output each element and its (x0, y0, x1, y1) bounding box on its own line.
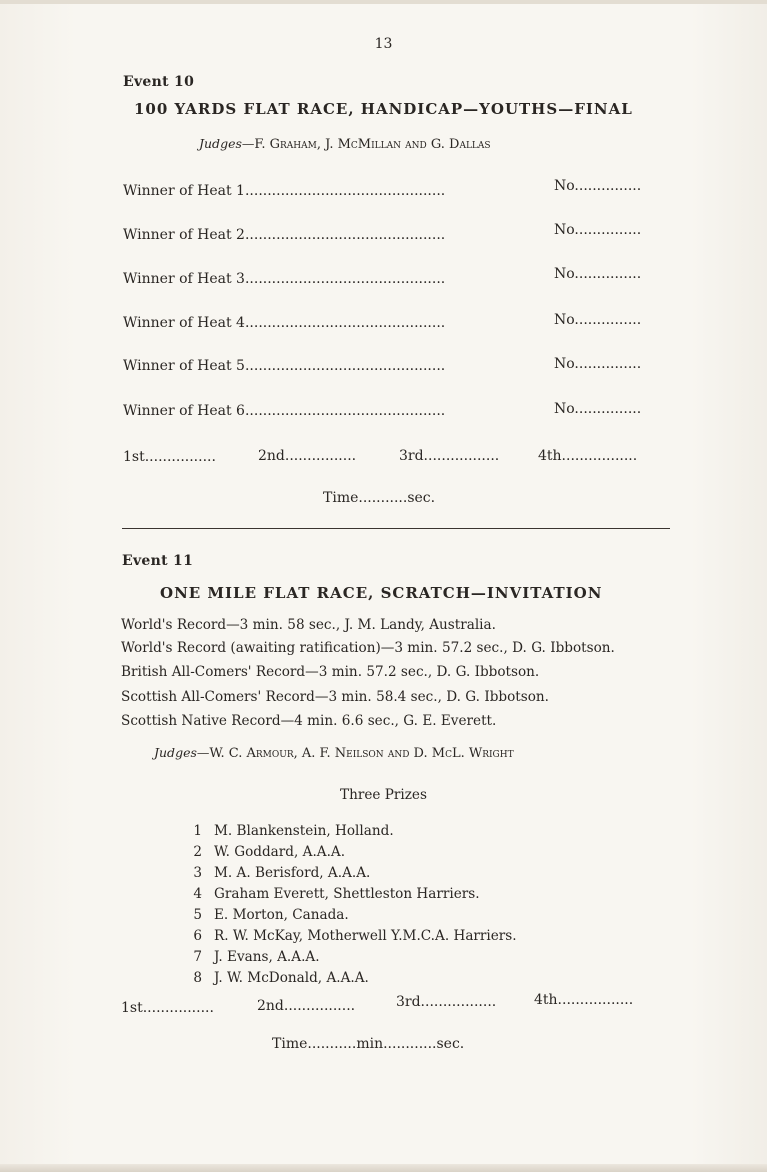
entrant-number: 7 (193, 949, 202, 965)
event11-judges-names: W. C. Armour, A. F. Neilson and D. McL. Wright (209, 746, 514, 761)
section-divider (122, 528, 670, 529)
event10-place-3rd: 3rd................. (399, 448, 500, 464)
event10-heat-6-no: No............... (554, 401, 642, 417)
event11-place-4th: 4th................. (534, 992, 634, 1008)
event10-heat-6: Winner of Heat 6............................................. (123, 403, 446, 419)
page-edge-top (0, 0, 767, 4)
page-edge-bottom (0, 1164, 767, 1172)
event11-judges (154, 745, 514, 761)
event10-heat-3: Winner of Heat 3............................................. (123, 271, 446, 287)
event10-judges (199, 136, 491, 152)
event10-place-1st: 1st................ (123, 449, 216, 465)
record-world-awaiting: World's Record (awaiting ratification)—3 min. 57.2 sec., D. G. Ibbotson. (121, 640, 615, 656)
event10-heat-4: Winner of Heat 4............................................. (123, 315, 446, 331)
list-item (188, 820, 517, 841)
list-item (188, 862, 517, 883)
event10-heat-2: Winner of Heat 2............................................. (123, 227, 446, 243)
list-item (188, 841, 517, 862)
event11-label: Event 11 (122, 553, 194, 569)
list-item (188, 946, 517, 967)
event11-time: Time...........min............sec. (272, 1036, 465, 1052)
list-item (188, 925, 517, 946)
event10-heat-5-no: No............... (554, 356, 642, 372)
record-scottish-all-comers: Scottish All-Comers' Record—3 min. 58.4 sec., D. G. Ibbotson. (121, 689, 549, 705)
entrant-number: 6 (193, 928, 202, 944)
entrant-number: 3 (193, 865, 202, 881)
entrant-name: W. Goddard, A.A.A. (214, 844, 346, 860)
event10-heat-5: Winner of Heat 5............................................. (123, 358, 446, 374)
event11-judges-label: Judges— (154, 745, 210, 760)
event10-time: Time...........sec. (323, 490, 436, 506)
event11-place-1st: 1st................ (121, 1000, 214, 1016)
event10-heat-3-no: No............... (554, 266, 642, 282)
event10-heat-1-no: No............... (554, 178, 642, 194)
page-number: 13 (374, 36, 393, 52)
event11-title: ONE MILE FLAT RACE, SCRATCH—INVITATION (160, 584, 603, 602)
entrant-name: Graham Everett, Shettleston Harriers. (214, 886, 480, 902)
event10-place-2nd: 2nd................ (258, 448, 357, 464)
entrant-name: E. Morton, Canada. (214, 907, 349, 923)
event11-prizes: Three Prizes (340, 787, 427, 803)
event11-place-3rd: 3rd................. (396, 994, 497, 1010)
record-british-all-comers: British All-Comers' Record—3 min. 57.2 sec., D. G. Ibbotson. (121, 664, 540, 680)
event10-judges-names: F. Graham, J. McMillan and G. Dallas (254, 137, 491, 152)
event10-judges-label: Judges— (199, 136, 255, 151)
entrant-number: 1 (193, 823, 202, 839)
entrant-name: J. W. McDonald, A.A.A. (214, 970, 369, 986)
event10-heat-2-no: No............... (554, 222, 642, 238)
list-item (188, 904, 517, 925)
entrant-name: M. A. Berisford, A.A.A. (214, 865, 371, 881)
entrant-list (188, 820, 517, 988)
event10-heat-4-no: No............... (554, 312, 642, 328)
entrant-number: 2 (193, 844, 202, 860)
list-item (188, 967, 517, 988)
entrant-name: R. W. McKay, Motherwell Y.M.C.A. Harriers. (214, 928, 517, 944)
entrant-name: J. Evans, A.A.A. (214, 949, 320, 965)
entrant-name: M. Blankenstein, Holland. (214, 823, 394, 839)
event10-heat-1: Winner of Heat 1............................................. (123, 183, 446, 199)
event11-place-2nd: 2nd................ (257, 998, 356, 1014)
event10-place-4th: 4th................. (538, 448, 638, 464)
record-scottish-native: Scottish Native Record—4 min. 6.6 sec., G. E. Everett. (121, 713, 497, 729)
entrant-number: 5 (193, 907, 202, 923)
list-item (188, 883, 517, 904)
record-world: World's Record—3 min. 58 sec., J. M. Landy, Australia. (121, 617, 496, 633)
event10-title: 100 YARDS FLAT RACE, HANDICAP—YOUTHS—FINAL (134, 100, 633, 118)
entrant-number: 4 (193, 886, 202, 902)
entrant-number: 8 (193, 970, 202, 986)
event10-label: Event 10 (123, 74, 195, 90)
